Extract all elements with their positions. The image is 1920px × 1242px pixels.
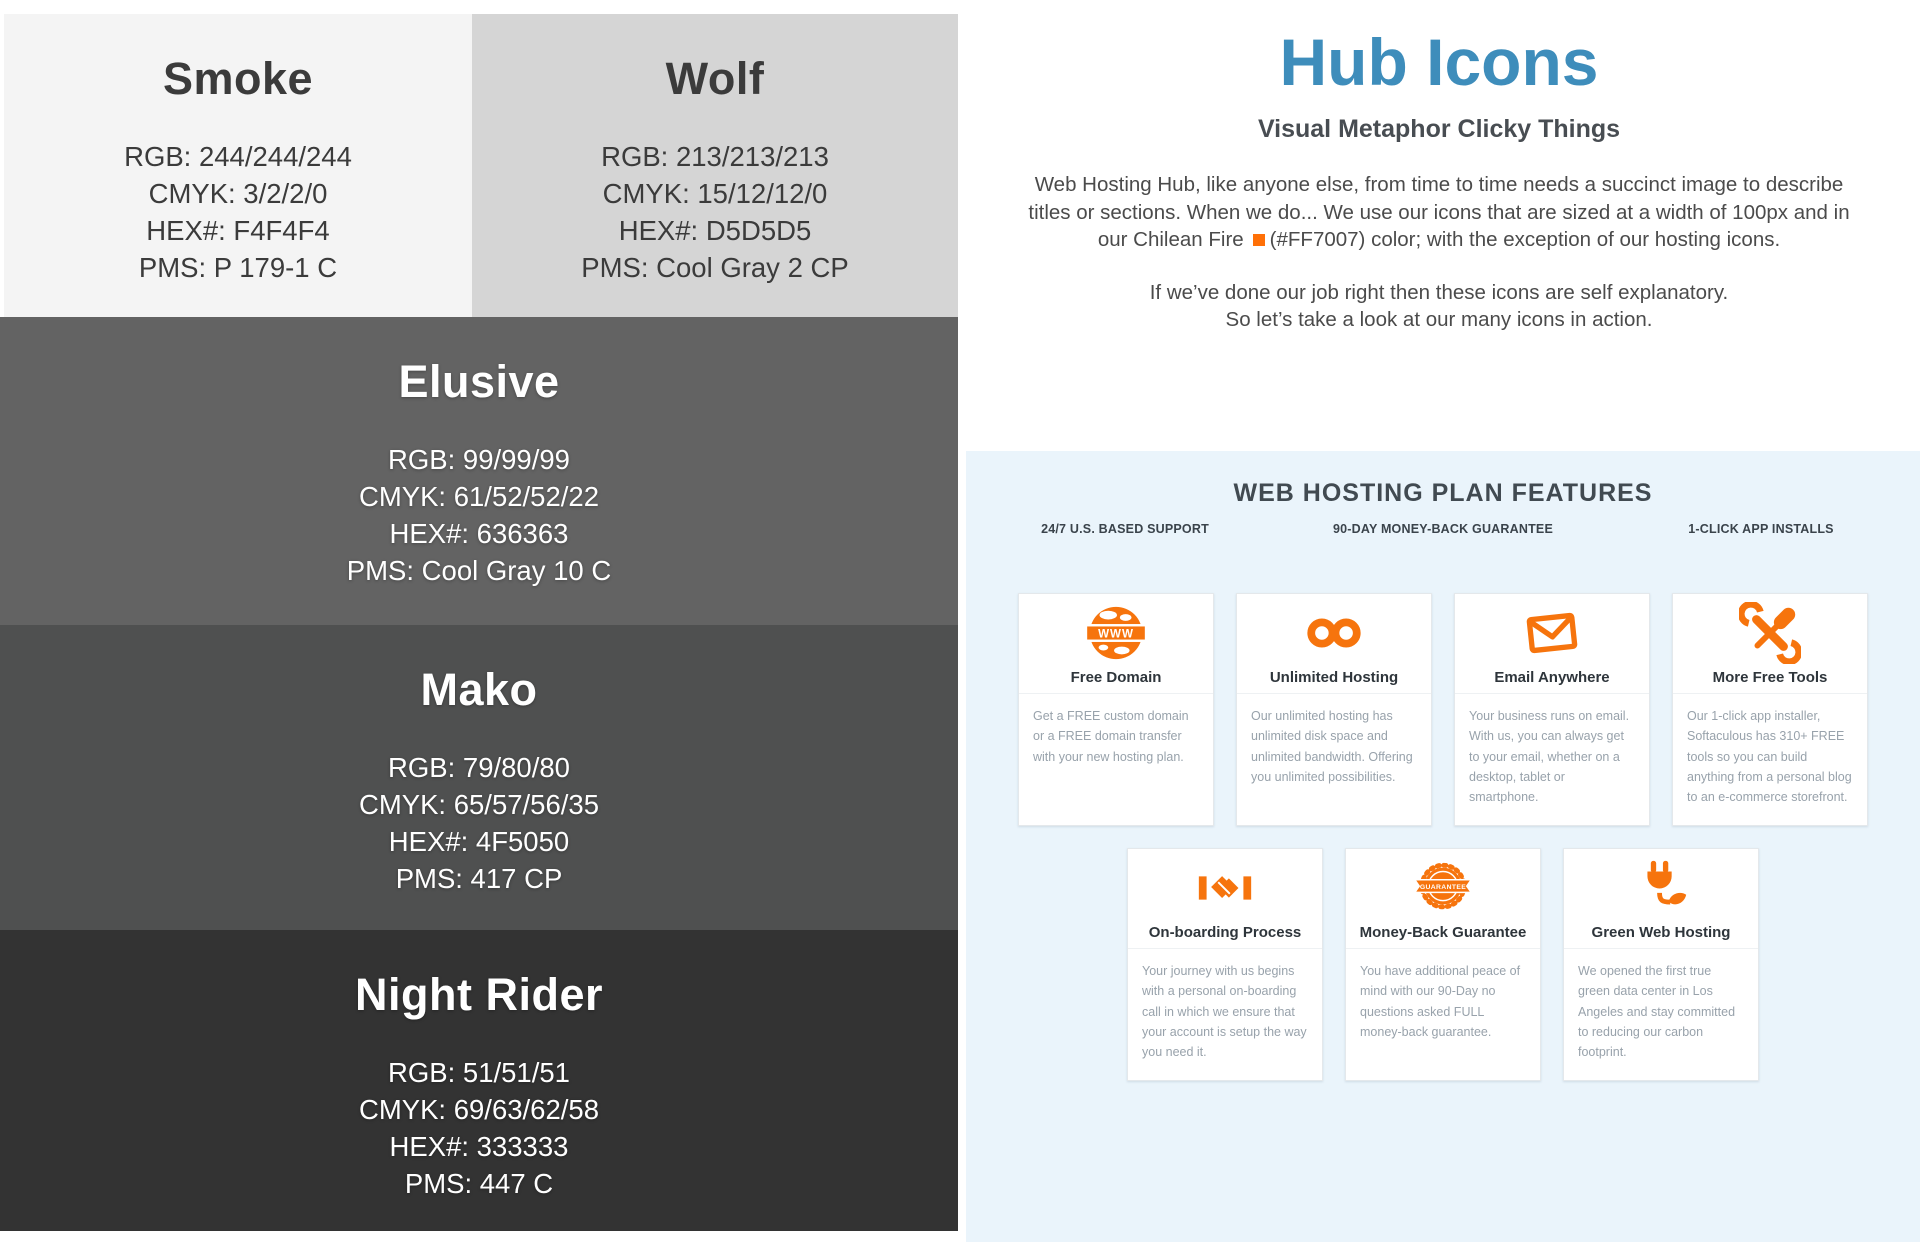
swatch-smoke <box>4 14 472 317</box>
card-description: Your business runs on email. With us, you can always get to your email, whether on a desktop, tablet or smartphone. <box>1469 709 1630 804</box>
card-more-free-tools <box>1672 593 1868 826</box>
svg-text:GUARANTEE: GUARANTEE <box>1419 883 1467 891</box>
handshake-icon <box>1194 857 1256 919</box>
feature-cards-row-1 <box>966 593 1920 826</box>
hub-icons-header <box>958 0 1920 451</box>
swatch-rgb: RGB: 79/80/80 <box>388 752 570 783</box>
swatch-cmyk: CMYK: 3/2/2/0 <box>148 178 328 209</box>
swatch-hex: HEX#: F4F4F4 <box>146 215 330 246</box>
swatch-rgb: RGB: 99/99/99 <box>388 444 570 475</box>
swatch-pms: PMS: 417 CP <box>395 863 563 894</box>
card-email-anywhere <box>1454 593 1650 826</box>
intro-text-after: (#FF7007) color; with the exception of our hosting icons. <box>1269 228 1781 251</box>
globe-www-icon <box>1085 602 1147 664</box>
intro2-line1: If we’ve done our job right then these icons are self explanatory. <box>1149 280 1729 304</box>
swatch-cmyk: CMYK: 61/52/52/22 <box>358 481 599 512</box>
svg-text:WWW: WWW <box>1098 627 1134 641</box>
swatch-cmyk: CMYK: 65/57/56/35 <box>358 789 599 820</box>
intro-paragraph <box>1018 171 1860 254</box>
card-description: Our 1-click app installer, Softaculous has 310+ FREE tools so you can build anything from a personal blog to an e-commerce storefront. <box>1687 709 1852 804</box>
card-unlimited-hosting <box>1236 593 1432 826</box>
column-installs: 1-CLICK APP INSTALLS <box>1688 522 1834 536</box>
card-title: Email Anywhere <box>1494 669 1610 686</box>
tools-icon <box>1739 602 1801 664</box>
swatch-pms: PMS: P 179-1 C <box>138 252 338 283</box>
column-support: 24/7 U.S. BASED SUPPORT <box>1041 522 1209 536</box>
card-description: Your journey with us begins with a personal on-boarding call in which we ensure that your account is setup the way you need it. <box>1142 964 1307 1059</box>
swatch-elusive <box>0 317 958 625</box>
swatch-name: Night Rider <box>355 969 603 1020</box>
web-hosting-plan-features-section <box>966 451 1920 1242</box>
card-free-domain <box>1018 593 1214 826</box>
card-on-boarding-process <box>1127 848 1323 1081</box>
swatch-wolf <box>472 14 958 317</box>
page-subtitle: Visual Metaphor Clicky Things <box>1257 115 1621 143</box>
plug-leaf-icon <box>1630 857 1692 919</box>
swatch-rgb: RGB: 244/244/244 <box>124 141 352 172</box>
page-title: Hub Icons <box>1279 25 1599 99</box>
card-description: Get a FREE custom domain or a FREE domain transfer with your new hosting plan. <box>1033 709 1189 764</box>
swatch-hex: HEX#: D5D5D5 <box>618 215 812 246</box>
card-title: Green Web Hosting <box>1591 924 1731 941</box>
swatch-hex: HEX#: 636363 <box>389 518 569 549</box>
card-title: More Free Tools <box>1712 669 1828 686</box>
swatch-name: Wolf <box>665 53 765 104</box>
envelope-icon <box>1521 602 1583 664</box>
swatch-name: Mako <box>420 664 538 715</box>
card-title: On-boarding Process <box>1148 924 1302 941</box>
guarantee-badge-icon <box>1412 857 1474 919</box>
swatch-mako <box>0 625 958 930</box>
swatch-name: Smoke <box>162 53 314 104</box>
card-description: You have additional peace of mind with our 90-Day no questions asked FULL money-back guarantee. <box>1360 964 1521 1039</box>
swatch-cmyk: CMYK: 15/12/12/0 <box>602 178 828 209</box>
swatch-hex: HEX#: 333333 <box>389 1131 569 1162</box>
intro-paragraph-2 <box>1018 279 1860 334</box>
swatch-pms: PMS: 447 C <box>404 1168 554 1199</box>
swatch-pms: PMS: Cool Gray 2 CP <box>581 252 849 283</box>
card-description: Our unlimited hosting has unlimited disk space and unlimited bandwidth. Offering you unlimited possibilities. <box>1251 709 1413 784</box>
feature-column-headers <box>966 522 1920 536</box>
swatch-hex: HEX#: 4F5050 <box>388 826 570 857</box>
swatch-cmyk: CMYK: 69/63/62/58 <box>358 1094 599 1125</box>
intro2-line2: So let’s take a look at our many icons in action. <box>1225 308 1653 331</box>
swatch-rgb: RGB: 51/51/51 <box>388 1057 570 1088</box>
card-description: We opened the first true green data center in Los Angeles and stay committed to reducing our carbon footprint. <box>1578 964 1736 1059</box>
swatch-pms: PMS: Cool Gray 10 C <box>346 555 612 586</box>
card-title: Money-Back Guarantee <box>1359 924 1527 941</box>
column-guarantee: 90-DAY MONEY-BACK GUARANTEE <box>1332 522 1554 536</box>
swatch-rgb: RGB: 213/213/213 <box>601 141 829 172</box>
card-title: Unlimited Hosting <box>1269 669 1399 686</box>
card-green-web-hosting <box>1563 848 1759 1081</box>
chilean-fire-color-swatch-icon <box>1253 234 1265 246</box>
feature-cards-row-2 <box>966 848 1920 1081</box>
intro-text-before: Web Hosting Hub, like anyone else, from time to time needs a succinct image to describe titles or sections. When we do... We use our icons that are sized at a width of 100px and in our Chilean Fire <box>1028 173 1850 251</box>
swatch-name: Elusive <box>398 356 560 407</box>
card-title: Free Domain <box>1070 669 1162 686</box>
swatch-night-rider <box>0 930 958 1231</box>
features-heading: WEB HOSTING PLAN FEATURES <box>1233 479 1653 507</box>
infinity-icon <box>1303 602 1365 664</box>
card-money-back-guarantee <box>1345 848 1541 1081</box>
